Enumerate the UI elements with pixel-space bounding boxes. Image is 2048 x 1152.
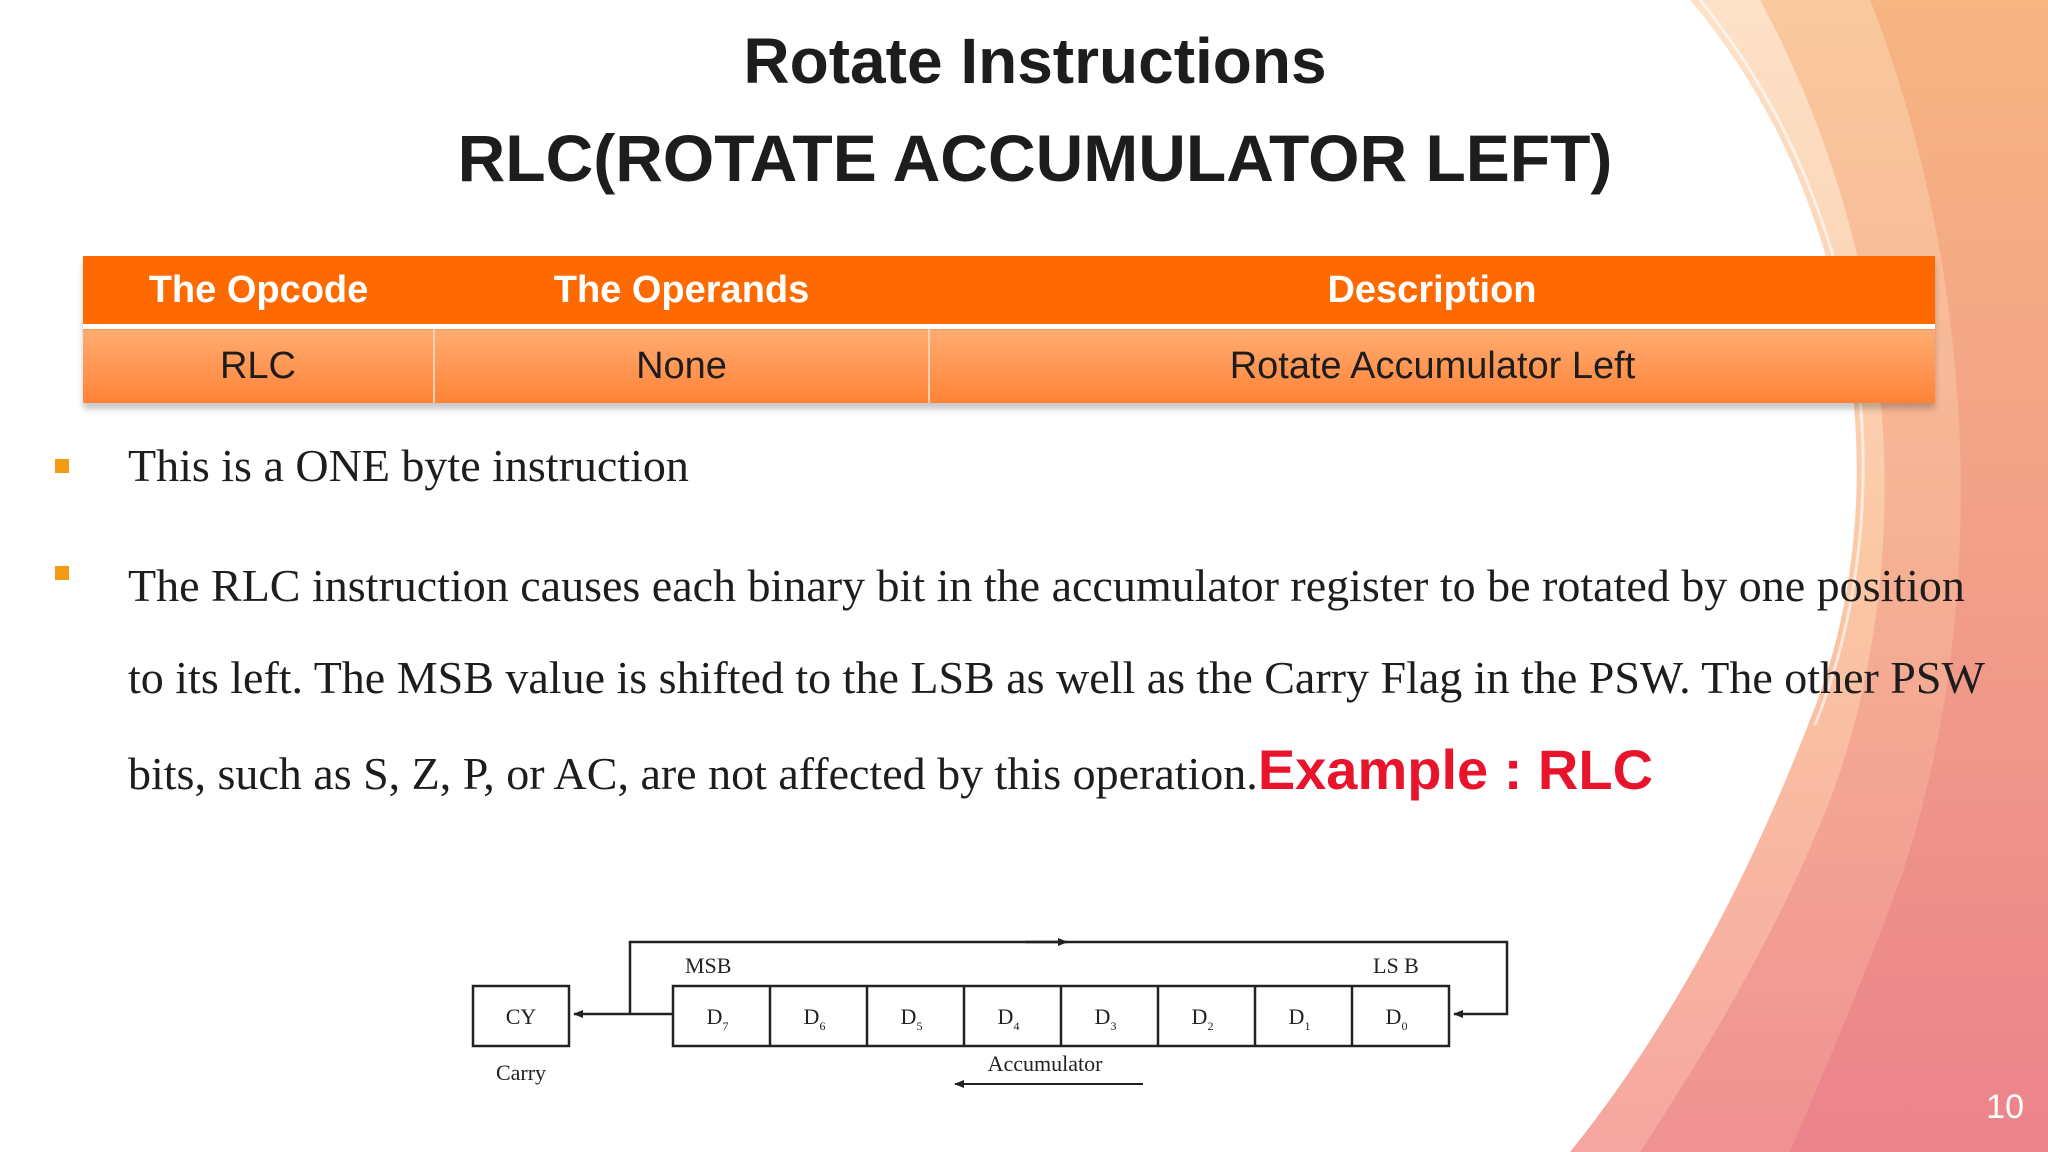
- bit-label-d5: $D_5$: [900, 1004, 923, 1033]
- lsb-label: LS B: [1373, 953, 1419, 978]
- bit-label-d4: $D_4$: [997, 1004, 1020, 1033]
- accumulator-bits: [707, 986, 1408, 1046]
- table-header-row: [83, 256, 1935, 327]
- bit-label-d1: $D_1$: [1288, 1004, 1311, 1033]
- bit-label-d0: $D_0$: [1385, 1004, 1408, 1033]
- table-cell-description: Rotate Accumulator Left: [929, 327, 1935, 404]
- carry-label: Carry: [495, 1060, 547, 1085]
- bullet-text-2-body: The RLC instruction causes each binary bit in the accumulator register to be rotated by one position to its left. The MSB value is shifted to the LSB as well as the Carry Flag in the PSW. The other PSW bits, such as S, Z, P, or AC, are not affected by this operation.: [128, 560, 1985, 799]
- table-cell-operands: None: [434, 327, 929, 404]
- msb-label: MSB: [685, 953, 732, 978]
- table-cell-opcode: RLC: [83, 327, 434, 404]
- rlc-diagram: [455, 928, 1515, 1098]
- bit-label-d7: $D_7$: [706, 1004, 729, 1033]
- example-label: Example : RLC: [1257, 738, 1654, 801]
- bullet-icon: [55, 459, 69, 473]
- table-header-operands: The Operands: [434, 256, 929, 327]
- carry-box-label: CY: [505, 1004, 537, 1029]
- table-row: [83, 327, 1935, 404]
- accumulator-label: Accumulator: [987, 1051, 1103, 1076]
- table-header-description: Description: [929, 256, 1935, 327]
- table-header-opcode: The Opcode: [83, 256, 434, 327]
- opcode-table: [83, 256, 1935, 403]
- bullet-icon: [55, 566, 69, 580]
- page-number: 10: [1986, 1088, 2024, 1126]
- bit-label-d3: $D_3$: [1094, 1004, 1117, 1033]
- bit-label-d2: $D_2$: [1191, 1004, 1214, 1033]
- bit-label-d6: $D_6$: [803, 1004, 826, 1033]
- bullet-text-2: [128, 540, 2008, 820]
- bullet-text-1: This is a ONE byte instruction: [128, 440, 689, 491]
- slide-subtitle: RLC(ROTATE ACCUMULATOR LEFT): [457, 121, 1613, 195]
- slide-title: Rotate Instructions: [743, 25, 1327, 97]
